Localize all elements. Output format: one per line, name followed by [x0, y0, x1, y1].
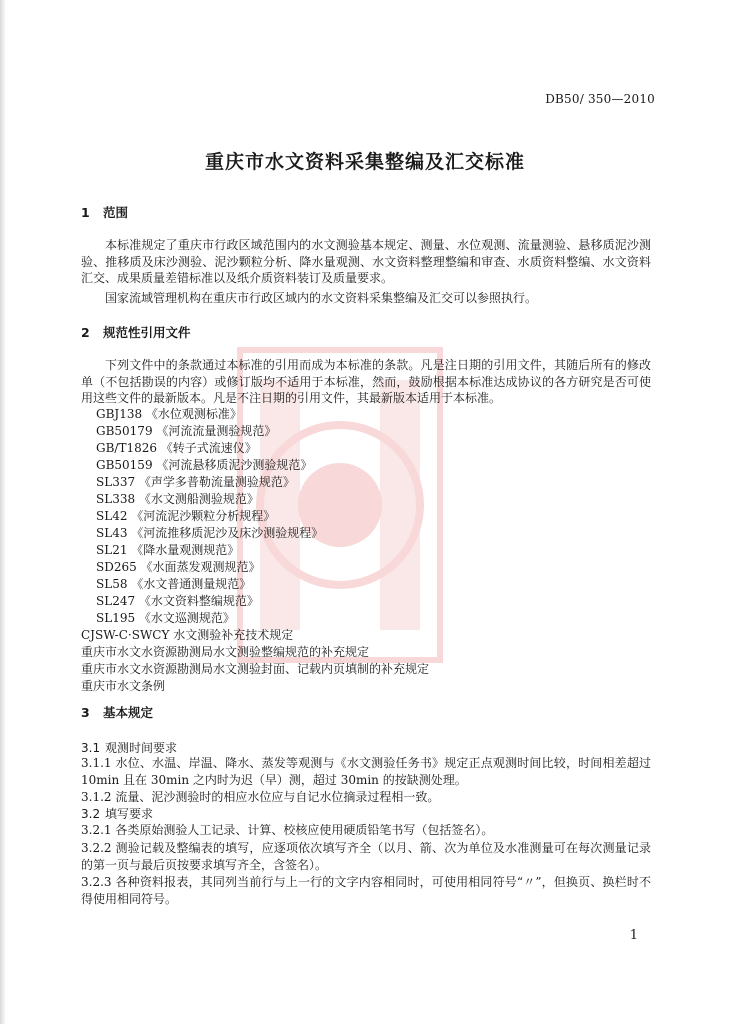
section-1-paragraph: 本标准规定了重庆市行政区域范围内的水文测验基本规定、测量、水位观测、流量测验、悬移质泥沙测验、推移质及床沙测验、泥沙颗粒分析、降水量观测、水文资料整理整编和审查、水质资料整编、水文资料汇交、成果质量差错标准以及纸介质资料装订及质量要求。: [81, 238, 651, 285]
clause-3-1-2: 3.1.2 流量、泥沙测验时的相应水位应与自记水位摘录过程相一致。: [81, 790, 440, 804]
section-number: 2: [81, 325, 90, 340]
reference-item: 重庆市水文水资源勘测局水文测验封面、记载内页填制的补充规定: [81, 662, 430, 676]
section-title: 范围: [103, 205, 129, 220]
reference-item: SL337 《声学多普勒流量测验规范》: [96, 475, 295, 489]
section-number: 3: [81, 705, 90, 720]
subsection-title: 观测时间要求: [105, 741, 178, 755]
clause-3-2-2: 3.2.2 测验记载及整编表的填写，应逐项依次填写齐全（以月、箭、次为单位及水准测量可在每次测量记录的第一页与最后页按要求填写齐全，含签名）。: [81, 841, 651, 872]
page-number: 1: [629, 928, 638, 943]
reference-item: SL195 《水文巡测规范》: [96, 611, 235, 625]
reference-item: SL43 《河流推移质泥沙及床沙测验规程》: [96, 526, 324, 540]
reference-item: GB50159 《河流悬移质泥沙测验规范》: [96, 458, 313, 472]
section-3-heading: [81, 703, 153, 721]
subsection-3-1-heading: [81, 739, 177, 756]
section-1-heading: [81, 203, 128, 221]
section-number: 1: [81, 205, 90, 220]
reference-item: SD265 《水面蒸发观测规范》: [96, 560, 261, 574]
clause-3-2-3: 3.2.3 各种资料报表，其同列当前行与上一行的文字内容相同时，可使用相同符号“〃”，但换页、换栏时不得使用相同符号。: [81, 875, 651, 906]
reference-item: GB50179 《河流流量测验规范》: [96, 424, 277, 438]
document-code: DB50/ 350—2010: [545, 92, 655, 106]
reference-item: SL58 《水文普通测量规范》: [96, 577, 252, 591]
document-title: 重庆市水文资料采集整编及汇交标准: [204, 151, 525, 173]
reference-item: GBJ138 《水位观测标准》: [96, 407, 242, 421]
section-2-paragraph: 下列文件中的条款通过本标准的引用而成为本标准的条款。凡是注日期的引用文件，其随后所有的修改单（不包括勘误的内容）或修订版均不适用于本标准，然而，鼓励根据本标准达成协议的各方研究是否可使用这些文件的最新版本。凡是不注日期的引用文件，其最新版本适用于本标准。: [81, 358, 651, 405]
section-title: 规范性引用文件: [103, 325, 191, 340]
subsection-title: 填写要求: [105, 807, 154, 821]
reference-item: 重庆市水文条例: [81, 679, 166, 693]
subsection-3-2-heading: [81, 805, 153, 822]
subsection-number: 3.1: [81, 741, 101, 755]
reference-item: 重庆市水文水资源勘测局水文测验整编规范的补充规定: [81, 645, 370, 659]
reference-item: SL338 《水文测船测验规范》: [96, 492, 259, 506]
section-title: 基本规定: [103, 705, 154, 720]
reference-item: SL42 《河流泥沙颗粒分析规程》: [96, 509, 276, 523]
section-1-note: 国家流域管理机构在重庆市行政区域内的水文资料采集整编及汇交可以参照执行。: [105, 291, 538, 305]
clause-3-1-1: 3.1.1 水位、水温、岸温、降水、蒸发等观测与《水文测验任务书》规定正点观测时间比较，时间相差超过 10min 且在 30min 之内时为迟（早）测，超过 30min 的按缺测处理。: [81, 756, 651, 787]
reference-item: SL247 《水文资料整编规范》: [96, 594, 259, 608]
subsection-number: 3.2: [81, 807, 101, 821]
reference-item: SL21 《降水量观测规范》: [96, 543, 240, 557]
section-2-heading: [81, 323, 191, 341]
clause-3-2-1: 3.2.1 各类原始测验人工记录、计算、校核应使用硬质铅笔书写（包括签名）。: [81, 823, 494, 837]
reference-item: GB/T1826 《转子式流速仪》: [96, 441, 257, 455]
reference-item: CJSW-C·SWCY 水文测验补充技术规定: [81, 628, 294, 642]
